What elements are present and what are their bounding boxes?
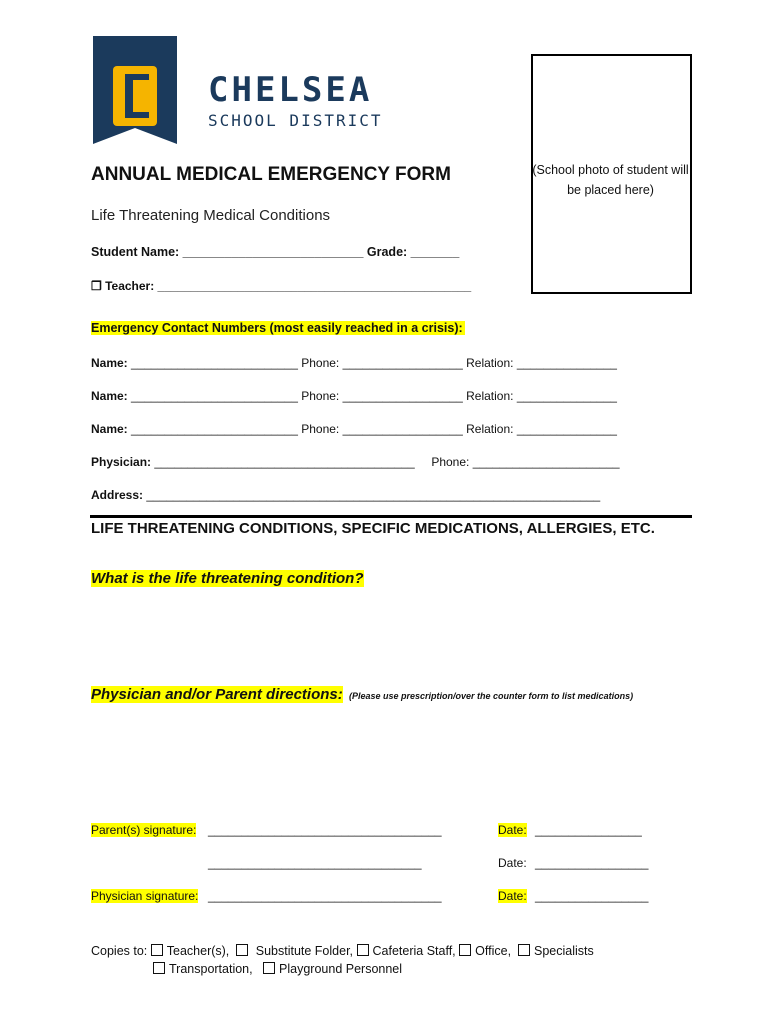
- physician-label: Physician:: [91, 455, 152, 469]
- name-blank[interactable]: _________________________: [131, 389, 298, 403]
- logo-wordmark: CHELSEA: [208, 70, 373, 110]
- physician-phone-label: Phone:: [431, 455, 470, 469]
- physician-signature-blank[interactable]: ___________________________________: [208, 889, 442, 903]
- contact-row: [91, 356, 617, 370]
- contact-row: [91, 422, 617, 436]
- checkbox[interactable]: [357, 944, 369, 956]
- checkbox[interactable]: [518, 944, 530, 956]
- checkbox[interactable]: [236, 944, 248, 956]
- relation-label: Relation:: [466, 356, 514, 370]
- address-label: Address:: [91, 488, 144, 502]
- relation-label: Relation:: [466, 422, 514, 436]
- relation-blank[interactable]: _______________: [516, 356, 617, 370]
- address-row: [91, 488, 600, 502]
- contact-row: [91, 389, 617, 403]
- parent-signature-label: Parent(s) signature:: [91, 823, 197, 837]
- directions-question: Physician and/or Parent directions:: [91, 686, 343, 703]
- photo-placeholder-text: (School photo of student will be placed here): [532, 163, 689, 197]
- date-blank[interactable]: _________________: [535, 889, 649, 903]
- copy-option-specialists: Specialists: [534, 944, 594, 958]
- copies-to-row-2: [153, 962, 402, 976]
- emergency-contacts-heading: Emergency Contact Numbers (most easily reached in a crisis):: [91, 321, 463, 335]
- copies-to-label: Copies to:: [91, 944, 148, 958]
- date-label: Date:: [498, 889, 527, 903]
- date-blank[interactable]: ________________: [535, 823, 642, 837]
- logo-subtitle: SCHOOL DISTRICT: [208, 111, 383, 130]
- checkbox[interactable]: [151, 944, 163, 956]
- phone-blank[interactable]: __________________: [342, 356, 463, 370]
- checkbox[interactable]: [153, 962, 165, 974]
- parent-signature-blank-2[interactable]: ________________________________: [208, 856, 422, 870]
- physician-signature-label: Physician signature:: [91, 889, 199, 903]
- section-divider: [90, 515, 692, 518]
- relation-label: Relation:: [466, 389, 514, 403]
- name-label: Name:: [91, 422, 128, 436]
- copy-option-substitute: Substitute Folder,: [255, 944, 354, 958]
- address-blank[interactable]: ____________________________________________________________________: [146, 488, 601, 502]
- name-label: Name:: [91, 389, 128, 403]
- chelsea-logo-shield: [93, 36, 177, 144]
- name-blank[interactable]: _________________________: [131, 356, 298, 370]
- relation-blank[interactable]: _______________: [516, 422, 617, 436]
- phone-blank[interactable]: __________________: [342, 389, 463, 403]
- directions-note: (Please use prescription/over the counter form to list medications): [349, 691, 634, 701]
- physician-row: [91, 455, 620, 469]
- teacher-line[interactable]: ❒ Teacher: _______________________________________________: [91, 279, 472, 293]
- copy-option-playground: Playground Personnel: [279, 962, 403, 976]
- checkbox[interactable]: [459, 944, 471, 956]
- condition-question: What is the life threatening condition?: [91, 570, 364, 587]
- checkbox[interactable]: [263, 962, 275, 974]
- phone-label: Phone:: [301, 389, 340, 403]
- physician-blank[interactable]: _______________________________________: [154, 455, 415, 469]
- form-title: ANNUAL MEDICAL EMERGENCY FORM: [91, 164, 451, 185]
- copy-option-teachers: Teacher(s),: [166, 944, 230, 958]
- date-blank[interactable]: _________________: [535, 856, 649, 870]
- name-label: Name:: [91, 356, 128, 370]
- name-blank[interactable]: _________________________: [131, 422, 298, 436]
- date-label: Date:: [498, 856, 527, 870]
- copy-option-cafeteria: Cafeteria Staff,: [372, 944, 456, 958]
- life-threatening-heading: LIFE THREATENING CONDITIONS, SPECIFIC MEDICATIONS, ALLERGIES, ETC.: [91, 520, 655, 537]
- form-subtitle: Life Threatening Medical Conditions: [91, 207, 331, 224]
- parent-signature-blank[interactable]: ___________________________________: [208, 823, 442, 837]
- phone-label: Phone:: [301, 356, 340, 370]
- student-name-grade-line[interactable]: Student Name: __________________________ Grade: _______: [91, 245, 460, 259]
- copies-to-row: [91, 944, 594, 958]
- date-label: Date:: [498, 823, 527, 837]
- relation-blank[interactable]: _______________: [516, 389, 617, 403]
- phone-label: Phone:: [301, 422, 340, 436]
- physician-phone-blank[interactable]: ______________________: [472, 455, 620, 469]
- copy-option-transportation: Transportation,: [169, 962, 253, 976]
- phone-blank[interactable]: __________________: [342, 422, 463, 436]
- copy-option-office: Office,: [475, 944, 512, 958]
